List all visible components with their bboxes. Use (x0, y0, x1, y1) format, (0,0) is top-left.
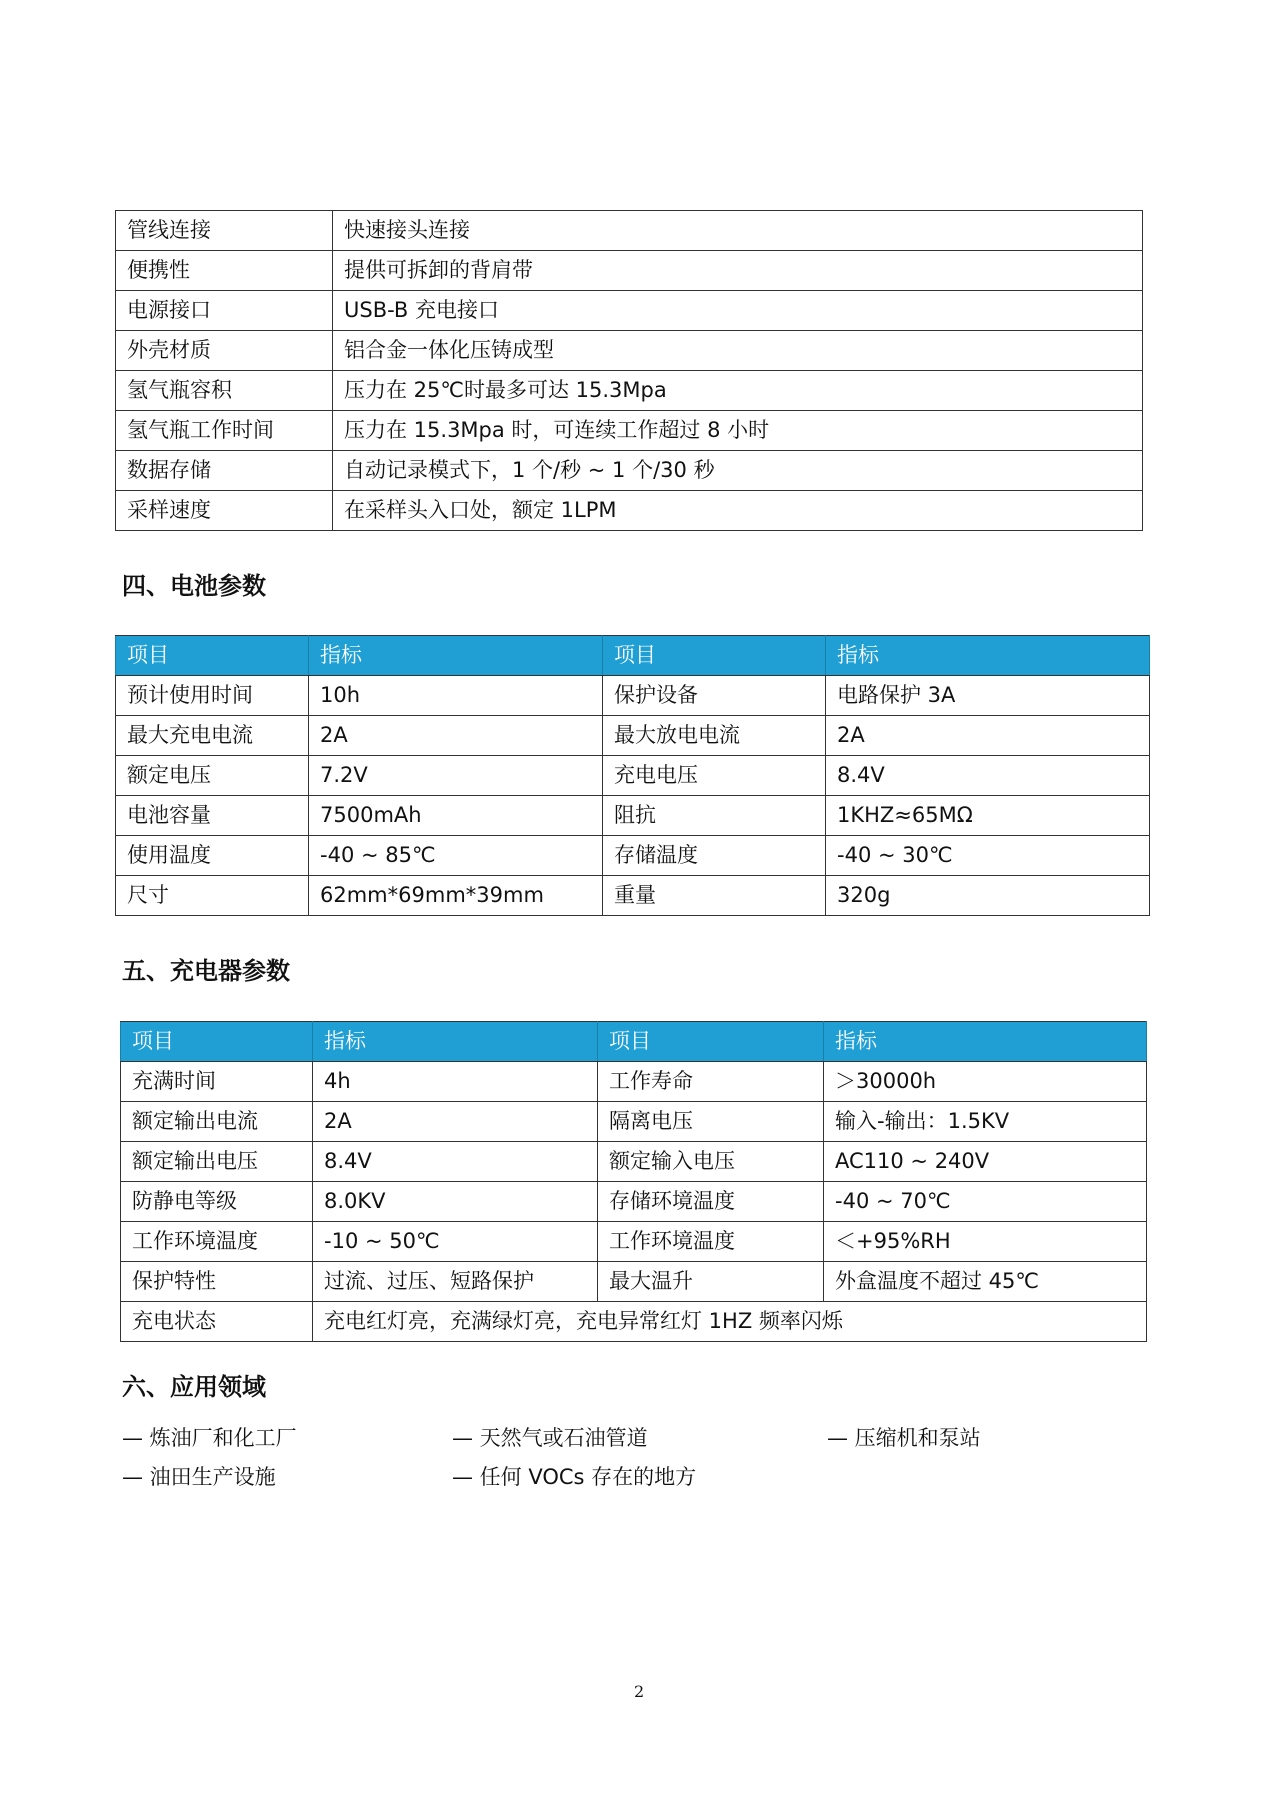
item-cell: 工作寿命 (598, 1062, 824, 1102)
application-item: — 炼油厂和化工厂 (122, 1426, 297, 1450)
charger-heading: 五、充电器参数 (122, 957, 290, 985)
table-row (116, 716, 1150, 756)
value-cell: 过流、过压、短路保护 (313, 1262, 598, 1302)
item-cell: 额定电压 (116, 756, 309, 796)
value-cell: 8.0KV (313, 1182, 598, 1222)
item-cell: 防静电等级 (121, 1182, 313, 1222)
spec-label: 氢气瓶工作时间 (116, 411, 333, 451)
table-row (121, 1102, 1147, 1142)
item-cell: 工作环境温度 (121, 1222, 313, 1262)
spec-value: 自动记录模式下，1 个/秒 ~ 1 个/30 秒 (333, 451, 1143, 491)
table-row (121, 1142, 1147, 1182)
value-cell: 7.2V (309, 756, 603, 796)
header-cell: 项目 (121, 1022, 313, 1062)
page-number: 2 (634, 1682, 645, 1701)
value-cell: ＞30000h (824, 1062, 1147, 1102)
table-header-row (121, 1022, 1147, 1062)
table-header-row (116, 636, 1150, 676)
application-item: — 压缩机和泵站 (827, 1426, 981, 1450)
spec-value: 在采样头入口处，额定 1LPM (333, 491, 1143, 531)
table-row (116, 676, 1150, 716)
table-row (116, 291, 1143, 331)
item-cell: 充电电压 (603, 756, 826, 796)
item-cell: 隔离电压 (598, 1102, 824, 1142)
spec-label: 便携性 (116, 251, 333, 291)
table-row (116, 411, 1143, 451)
item-cell: 预计使用时间 (116, 676, 309, 716)
item-cell: 存储环境温度 (598, 1182, 824, 1222)
item-cell: 阻抗 (603, 796, 826, 836)
value-cell: -40 ~ 30℃ (826, 836, 1150, 876)
spec-value: 快速接头连接 (333, 211, 1143, 251)
spec-value: 铝合金一体化压铸成型 (333, 331, 1143, 371)
item-cell: 使用温度 (116, 836, 309, 876)
table-row (121, 1062, 1147, 1102)
item-cell: 最大充电电流 (116, 716, 309, 756)
table-row (116, 836, 1150, 876)
value-cell: 2A (313, 1102, 598, 1142)
value-cell: 2A (826, 716, 1150, 756)
header-cell: 指标 (309, 636, 603, 676)
header-cell: 指标 (826, 636, 1150, 676)
value-cell: 10h (309, 676, 603, 716)
spec-table (115, 210, 1143, 531)
item-cell: 最大温升 (598, 1262, 824, 1302)
value-cell: 输入-输出：1.5KV (824, 1102, 1147, 1142)
value-cell: 8.4V (826, 756, 1150, 796)
application-item: — 天然气或石油管道 (452, 1426, 648, 1450)
header-cell: 项目 (598, 1022, 824, 1062)
value-cell: 外盒温度不超过 45℃ (824, 1262, 1147, 1302)
item-cell: 额定输出电流 (121, 1102, 313, 1142)
item-cell: 保护设备 (603, 676, 826, 716)
table-row (116, 251, 1143, 291)
battery-table (115, 635, 1150, 916)
table-row (121, 1222, 1147, 1262)
spec-value: 压力在 25℃时最多可达 15.3Mpa (333, 371, 1143, 411)
spec-label: 采样速度 (116, 491, 333, 531)
item-cell: 充电状态 (121, 1302, 313, 1342)
item-cell: 存储温度 (603, 836, 826, 876)
item-cell: 充满时间 (121, 1062, 313, 1102)
spec-value: USB-B 充电接口 (333, 291, 1143, 331)
spec-label: 管线连接 (116, 211, 333, 251)
header-cell: 指标 (824, 1022, 1147, 1062)
value-cell: 8.4V (313, 1142, 598, 1182)
value-cell: AC110 ~ 240V (824, 1142, 1147, 1182)
value-cell: 62mm*69mm*39mm (309, 876, 603, 916)
spec-label: 外壳材质 (116, 331, 333, 371)
battery-heading: 四、电池参数 (122, 572, 266, 600)
spec-label: 数据存储 (116, 451, 333, 491)
item-cell: 尺寸 (116, 876, 309, 916)
value-cell: 1KHZ≈65MΩ (826, 796, 1150, 836)
value-cell: 320g (826, 876, 1150, 916)
table-row (116, 876, 1150, 916)
spec-label: 电源接口 (116, 291, 333, 331)
item-cell: 电池容量 (116, 796, 309, 836)
item-cell: 额定输入电压 (598, 1142, 824, 1182)
application-item: — 油田生产设施 (122, 1465, 276, 1489)
header-cell: 项目 (116, 636, 309, 676)
table-row (116, 371, 1143, 411)
header-cell: 项目 (603, 636, 826, 676)
item-cell: 重量 (603, 876, 826, 916)
value-cell: -40 ~ 70℃ (824, 1182, 1147, 1222)
table-row (116, 491, 1143, 531)
value-cell: ＜+95%RH (824, 1222, 1147, 1262)
item-cell: 工作环境温度 (598, 1222, 824, 1262)
table-row (116, 451, 1143, 491)
spec-value: 压力在 15.3Mpa 时，可连续工作超过 8 小时 (333, 411, 1143, 451)
item-cell: 保护特性 (121, 1262, 313, 1302)
table-row (116, 756, 1150, 796)
table-row (121, 1262, 1147, 1302)
value-cell: 4h (313, 1062, 598, 1102)
value-cell: 充电红灯亮，充满绿灯亮，充电异常红灯 1HZ 频率闪烁 (313, 1302, 1147, 1342)
applications-heading: 六、应用领域 (122, 1373, 266, 1401)
item-cell: 最大放电电流 (603, 716, 826, 756)
value-cell: 电路保护 3A (826, 676, 1150, 716)
header-cell: 指标 (313, 1022, 598, 1062)
item-cell: 额定输出电压 (121, 1142, 313, 1182)
value-cell: 7500mAh (309, 796, 603, 836)
spec-label: 氢气瓶容积 (116, 371, 333, 411)
charger-table (120, 1021, 1147, 1342)
table-row (121, 1302, 1147, 1342)
table-row (116, 211, 1143, 251)
value-cell: -10 ~ 50℃ (313, 1222, 598, 1262)
application-item: — 任何 VOCs 存在的地方 (452, 1465, 697, 1489)
value-cell: 2A (309, 716, 603, 756)
table-row (116, 331, 1143, 371)
spec-value: 提供可拆卸的背肩带 (333, 251, 1143, 291)
table-row (116, 796, 1150, 836)
table-row (121, 1182, 1147, 1222)
value-cell: -40 ~ 85℃ (309, 836, 603, 876)
